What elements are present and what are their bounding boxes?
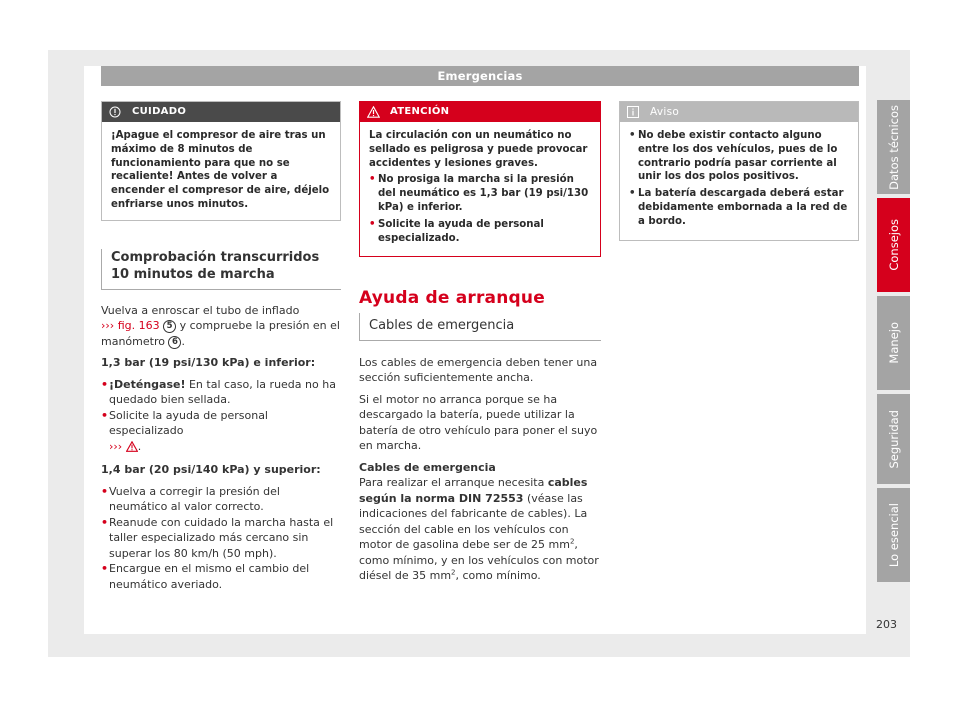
notice-label: Aviso <box>650 106 680 118</box>
notice-header <box>620 102 858 122</box>
caution-text: ¡Apague el compresor de aire tras un máximo de 8 minutos de funcionamiento para que no se recaliente! Antes de volver a encender el compresor de aire, déjelo enfriarse unos minutos. <box>111 130 330 210</box>
column-left <box>101 101 341 592</box>
caution-box <box>101 101 341 221</box>
column-middle <box>359 101 601 590</box>
low-stop-item: • ¡Deténgase! En tal caso, la rueda no ha quedado bien sellada. <box>101 377 341 408</box>
check-intro: Vuelva a enroscar el tubo de inflado ››› fig. 163 5 y compruebe la presión en el manómetro 6 . <box>101 303 340 348</box>
fig-arrow: ››› <box>101 319 115 333</box>
high-item: • Encargue en el mismo el cambio del neumático averiado. <box>101 561 341 592</box>
check-section-title: Comprobación transcurridos 10 minutos de marcha <box>101 249 341 290</box>
jump-paragraph-2: Si el motor no arranca porque se ha descargado la batería, puede utilizar la batería de otro vehículo para poner el suyo en marcha. <box>359 392 598 453</box>
tab-lo-esencial[interactable]: Lo esencial <box>877 488 910 582</box>
chapter-header: Emergencias <box>101 66 859 86</box>
callout-6: 6 <box>168 336 181 349</box>
caution-header <box>102 102 340 122</box>
high-item: • Vuelva a corregir la presión del neumático al valor correcto. <box>101 484 341 515</box>
low-help-item: • Solicite la ayuda de personal especializado ››› . <box>101 408 341 457</box>
info-icon <box>626 105 640 119</box>
jump-cables-subtitle: Cables de emergencia <box>359 313 601 341</box>
column-right <box>619 101 859 241</box>
tab-consejos[interactable]: Consejos <box>877 198 910 292</box>
attention-body <box>360 122 600 256</box>
caution-label: CUIDADO <box>132 106 187 117</box>
notice-item: • La batería descargada deberá estar debidamente embornada a la red de a bordo. <box>629 187 850 228</box>
attention-box <box>359 101 601 257</box>
attention-item: • Solicite la ayuda de personal especializado. <box>369 218 592 246</box>
jump-paragraph-3: Para realizar el arranque necesita cables según la norma DIN 72553 (véase las indicaciones del fabricante de cables). La sección del cable en los vehículos con motor de gasolina debe ser de 25 $mm^2$, como mínimo, y en los vehículos con motor diésel de 35 $mm^2$, como mínimo. <box>359 476 599 583</box>
warning-triangle-icon <box>366 105 380 119</box>
notice-item: • No debe existir contacto alguno entre los dos vehículos, pues de lo contrario podría pasar corriente al unir los dos polos positivos. <box>629 129 850 184</box>
jump-paragraph-1: Los cables de emergencia deben tener una sección suficientemente ancha. <box>359 355 598 385</box>
attention-label: ATENCIÓN <box>390 106 450 117</box>
callout-5: 5 <box>163 320 176 333</box>
tab-manejo[interactable]: Manejo <box>877 296 910 390</box>
high-pressure-heading: 1,4 bar (20 psi/140 kPa) y superior: <box>101 463 321 477</box>
cables-heading: Cables de emergencia <box>359 460 496 474</box>
warning-triangle-icon <box>126 441 138 457</box>
caution-icon <box>108 105 122 119</box>
tab-datos-tecnicos[interactable]: Datos técnicos <box>877 100 910 194</box>
tab-seguridad[interactable]: Seguridad <box>877 394 910 484</box>
attention-item: • No prosiga la marcha si la presión del neumático es 1,3 bar (19 psi/130 kPa) e inferior. <box>369 173 592 214</box>
attention-text: La circulación con un neumático no sellado es peligrosa y puede provocar accidentes y lesiones graves. <box>369 130 588 169</box>
notice-box <box>619 101 859 241</box>
warning-ref-arrow[interactable]: ››› <box>109 439 123 453</box>
jump-start-title: Ayuda de arranque <box>359 288 545 309</box>
fig-reference-link[interactable]: fig. 163 <box>117 319 160 333</box>
page-number: 203 <box>876 618 897 631</box>
low-pressure-heading: 1,3 bar (19 psi/130 kPa) e inferior: <box>101 356 316 370</box>
high-item: • Reanude con cuidado la marcha hasta el taller especializado más cercano sin superar los 80 km/h (50 mph). <box>101 515 341 562</box>
attention-header <box>360 102 600 122</box>
notice-body <box>620 122 858 240</box>
